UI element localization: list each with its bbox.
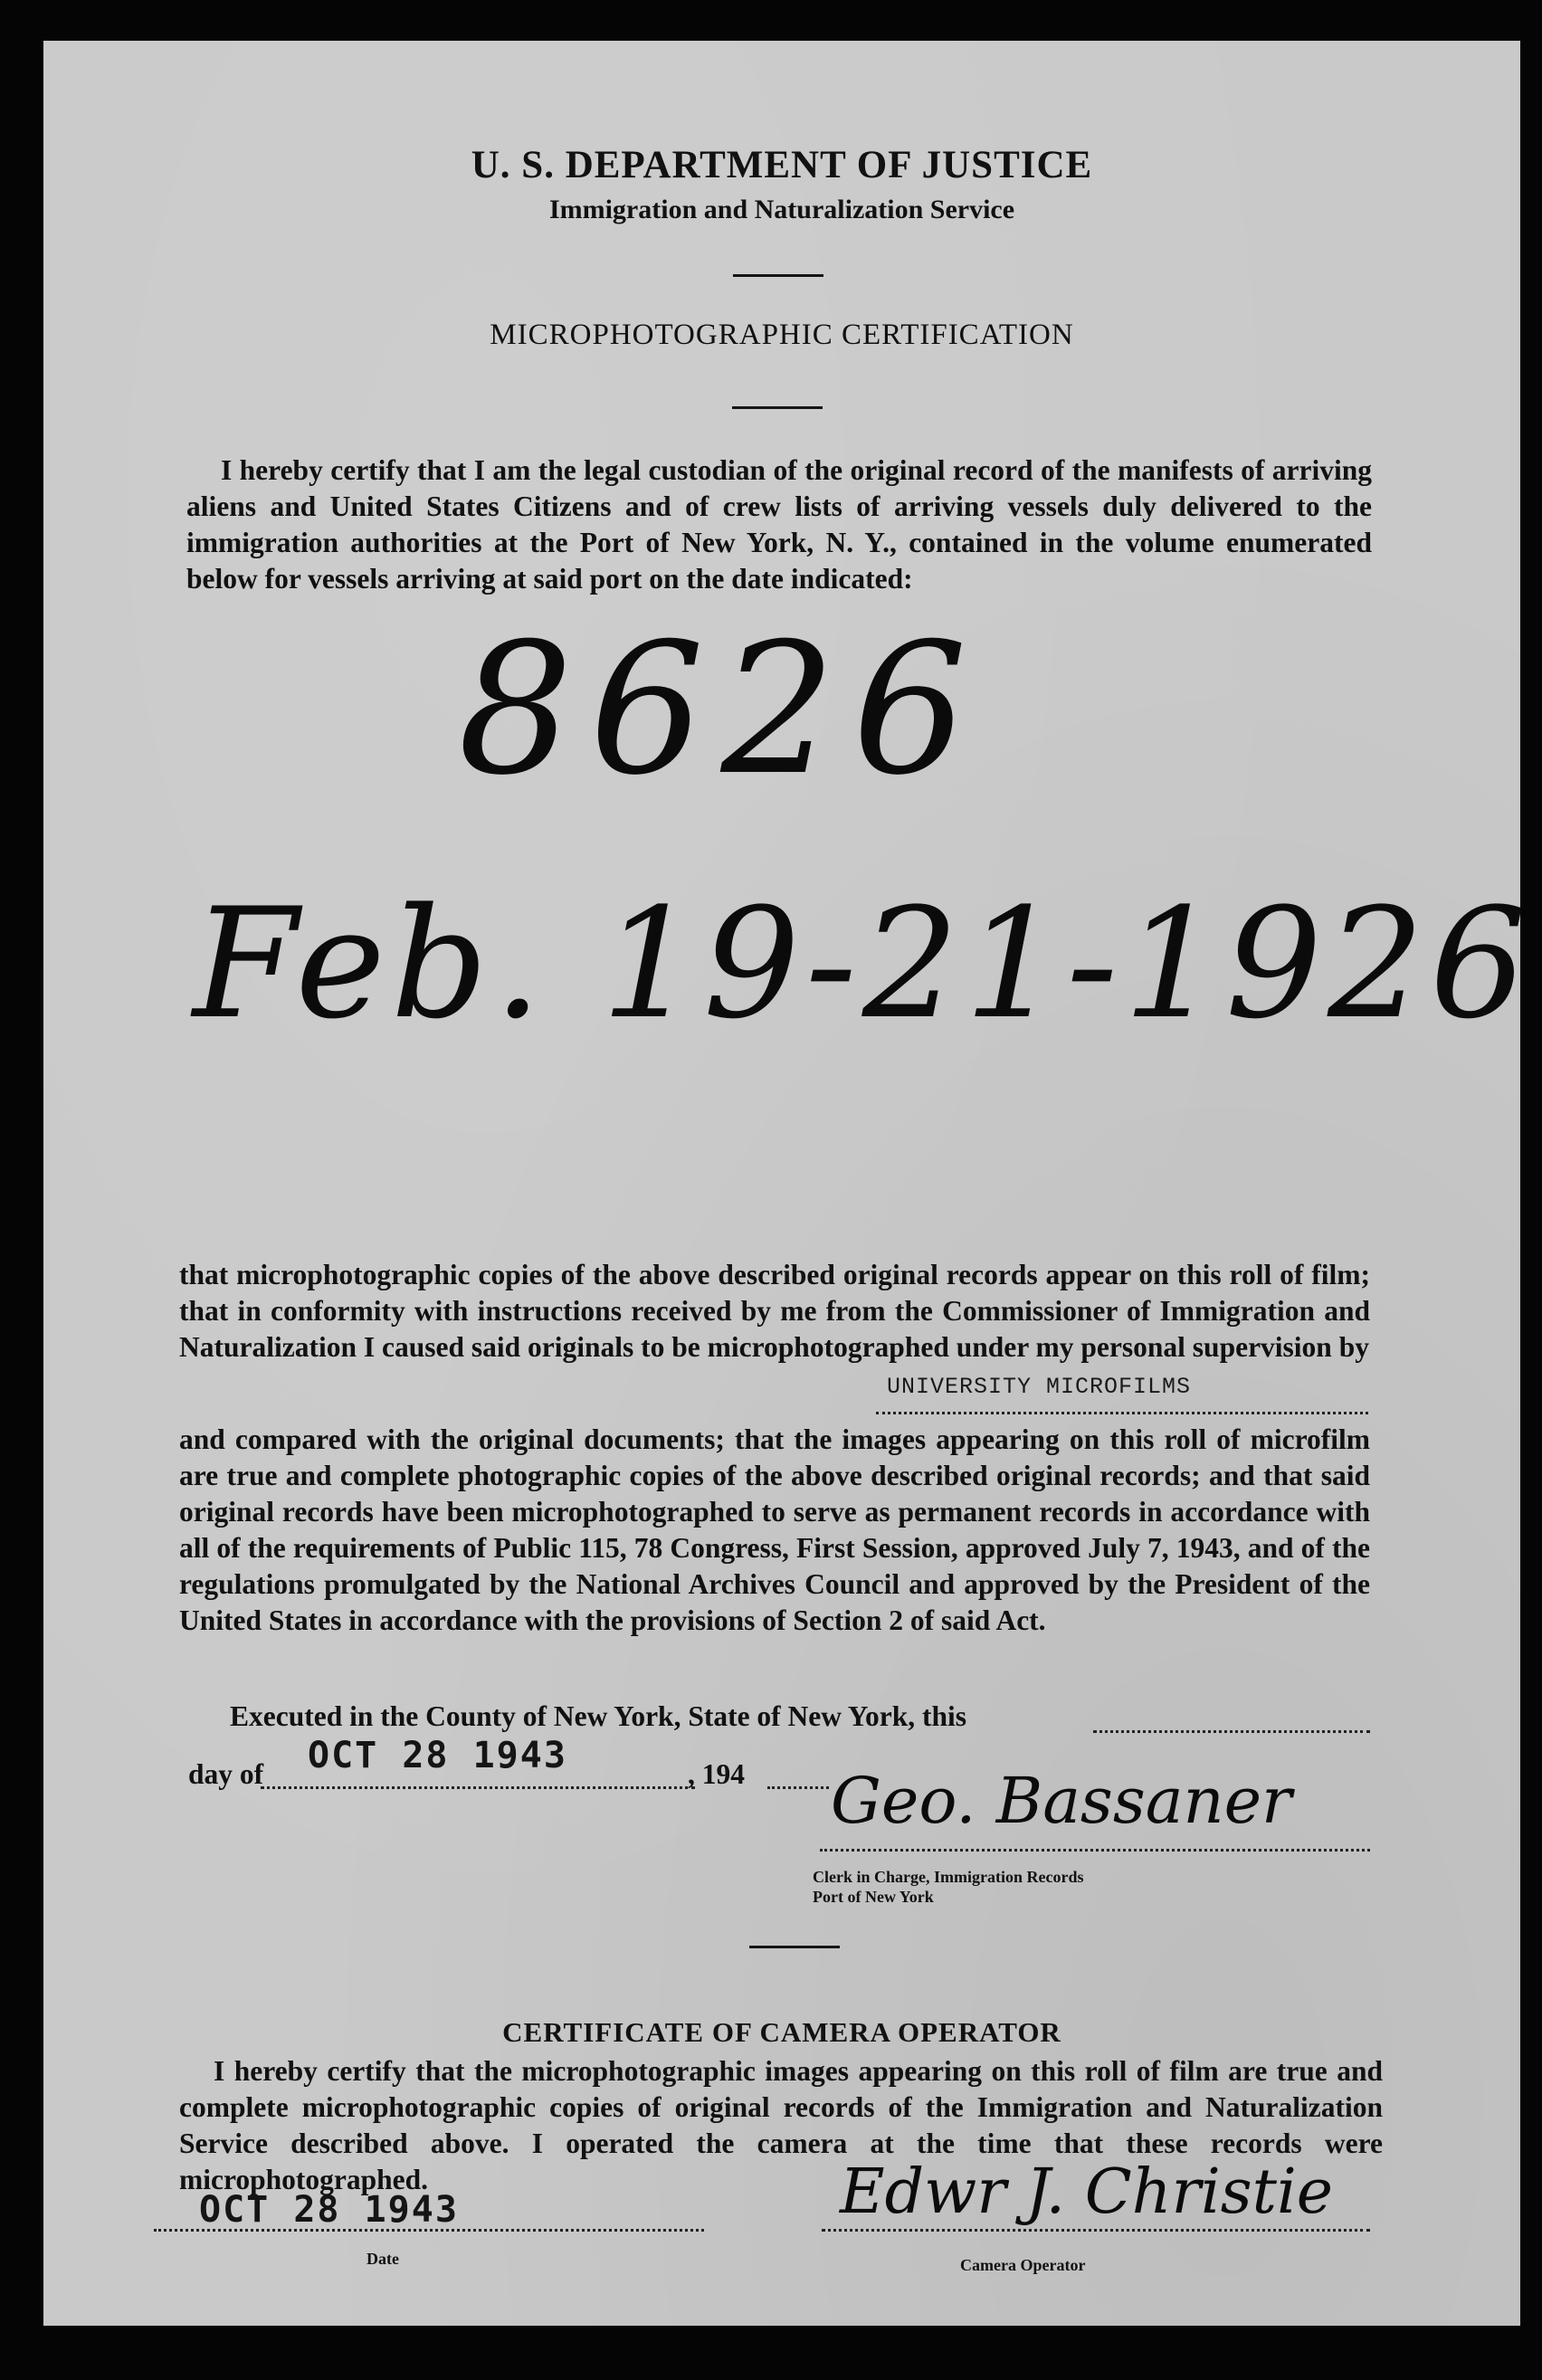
executed-day-line xyxy=(1093,1730,1370,1733)
volume-number-handwritten: 8626 xyxy=(458,605,984,815)
day-of-line xyxy=(261,1786,695,1789)
clerk-signature: Geo. Bassaner xyxy=(831,1764,1292,1838)
operator-signature-line xyxy=(822,2229,1370,2232)
clerk-title-line2: Port of New York xyxy=(813,1888,934,1906)
camera-operator-title: CERTIFICATE OF CAMERA OPERATOR xyxy=(502,2016,1061,2048)
photographer-typed: UNIVERSITY MICROFILMS xyxy=(887,1374,1192,1400)
clerk-signature-line xyxy=(820,1849,1370,1852)
operator-signature: Edwr J. Christie xyxy=(840,2156,1333,2228)
photographer-line xyxy=(876,1412,1368,1414)
body-paragraph-part1: that microphotographic copies of the above described original records appear on this roll of film; that in conformity with instructions received by me from the Commissioner of Immigration and Naturalization I caused said originals to be microphotographed under my personal supervision by xyxy=(179,1259,1370,1363)
camera-operator-paragraph: I hereby certify that the microphotographic images appearing on this roll of film are true and complete microphotographic copies of original records of the Immigration and Naturalization Service described above. I operated the camera at the time that these records were microphotographed. xyxy=(179,2055,1383,2195)
camera-operator-label: Camera Operator xyxy=(960,2256,1086,2274)
executed-text: Executed in the County of New York, State of New York, this xyxy=(230,1700,967,1732)
certification-title: MICROPHOTOGRAPHIC CERTIFICATION xyxy=(490,319,1074,351)
volume-dates-handwritten: Feb. 19-21-1926 xyxy=(193,875,1532,1052)
date-label: Date xyxy=(366,2250,399,2268)
divider xyxy=(733,274,823,277)
department-heading: U. S. DEPARTMENT OF JUSTICE xyxy=(471,144,1093,186)
camera-date-line xyxy=(154,2229,704,2232)
clerk-title xyxy=(813,1867,1083,1907)
year-prefix: , 194 xyxy=(688,1758,745,1790)
certificate-sheet xyxy=(43,41,1532,2326)
divider xyxy=(732,406,823,409)
divider xyxy=(749,1946,840,1948)
body-paragraph-part2: and compared with the original documents; that the images appearing on this roll of microfilm are true and complete photographic copies of the above described original records; and that said original records have been microphotographed to serve as permanent records in accordance with all of the requirements of Public 115, 78 Congress, First Session, approved July 7, 1943, and of the regulations promulgated by the National Archives Council and approved by the President of the United States in accordance with the provisions of Section 2 of said Act. xyxy=(179,1423,1370,1636)
custodian-paragraph: I hereby certify that I am the legal custodian of the original record of the manifests of arriving aliens and United States Citizens and of crew lists of arriving vessels duly delivered to the immigration authorities at the Port of New York, N. Y., contained in the volume enumerated below for vessels arriving at said port on the date indicated: xyxy=(186,454,1372,595)
clerk-title-line1: Clerk in Charge, Immigration Records xyxy=(813,1868,1084,1886)
executed-date-stamp: OCT 28 1943 xyxy=(308,1735,567,1776)
service-subheading: Immigration and Naturalization Service xyxy=(548,195,1015,224)
day-of-label: day of xyxy=(188,1758,264,1790)
year-line xyxy=(767,1786,829,1789)
camera-date-stamp: OCT 28 1943 xyxy=(199,2189,459,2231)
